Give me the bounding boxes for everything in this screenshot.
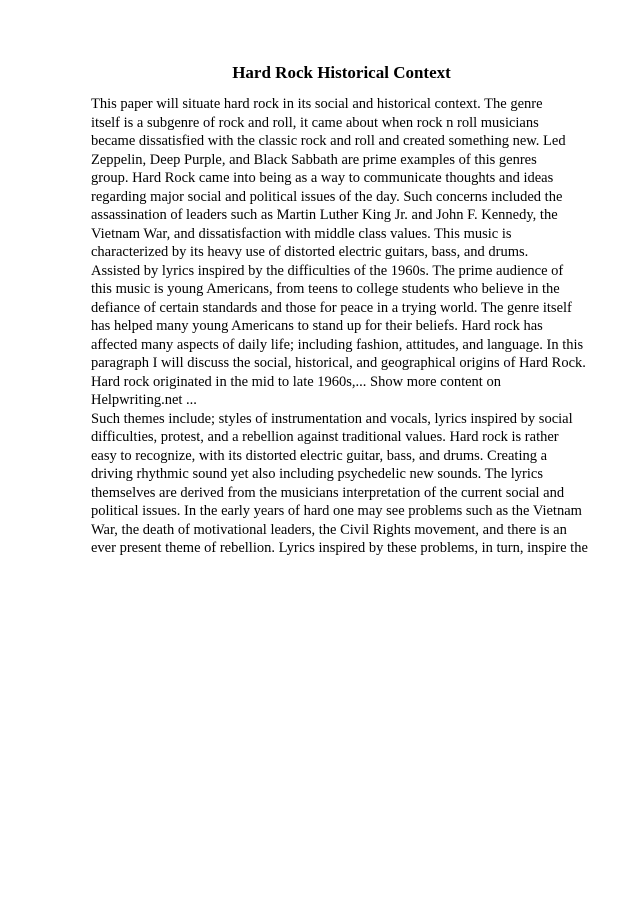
document-title: Hard Rock Historical Context (232, 63, 451, 82)
text-line: difficulties, protest, and a rebellion against traditional values. Hard rock is rather (91, 429, 559, 445)
text-line: paragraph I will discuss the social, historical, and geographical origins of Hard Rock. (91, 355, 586, 371)
text-line: War, the death of motivational leaders, the Civil Rights movement, and there is an (91, 521, 567, 538)
text-line: Zeppelin, Deep Purple, and Black Sabbath are prime examples of this genres (91, 151, 537, 168)
text-line: this music is young Americans, from teens to college students who believe in the (91, 281, 560, 297)
text-line: regarding major social and political issues of the day. Such concerns included the (91, 188, 563, 205)
text-line: driving rhythmic sound yet also including psychedelic new sounds. The lyrics (91, 466, 543, 482)
document-body (91, 95, 588, 558)
text-line: Such themes include; styles of instrumentation and vocals, lyrics inspired by social (91, 410, 573, 427)
text-line: became dissatisfied with the classic rock and roll and created something new. Led (91, 133, 566, 149)
text-line: characterized by its heavy use of distorted electric guitars, bass, and drums. (91, 244, 529, 260)
text-line: ever present theme of rebellion. Lyrics inspired by these problems, in turn, inspire the (91, 540, 588, 556)
text-line: Vietnam War, and dissatisfaction with middle class values. This music is (91, 225, 512, 242)
text-line: has helped many young Americans to stand up for their beliefs. Hard rock has (91, 318, 543, 334)
text-line: group. Hard Rock came into being as a way to communicate thoughts and ideas (91, 170, 554, 186)
text-line: themselves are derived from the musicians interpretation of the current social and (91, 484, 565, 501)
text-line: easy to recognize, with its distorted electric guitar, bass, and drums. Creating a (91, 447, 548, 464)
text-line: This paper will situate hard rock in its social and historical context. The genre (91, 96, 543, 112)
text-line: Helpwriting.net ... (91, 392, 197, 408)
text-line: Hard rock originated in the mid to late 1960s,... Show more content on (91, 373, 501, 390)
text-line: political issues. In the early years of hard one may see problems such as the Vietnam (91, 503, 582, 519)
text-line: defiance of certain standards and those for peace in a trying world. The genre itself (91, 299, 572, 316)
text-line: assassination of leaders such as Martin Luther King Jr. and John F. Kennedy, the (91, 207, 558, 223)
text-line: Assisted by lyrics inspired by the difficulties of the 1960s. The prime audience of (91, 262, 564, 279)
text-line: itself is a subgenre of rock and roll, it came about when rock n roll musicians (91, 114, 539, 131)
text-line: affected many aspects of daily life; including fashion, attitudes, and language. In this (91, 336, 584, 353)
